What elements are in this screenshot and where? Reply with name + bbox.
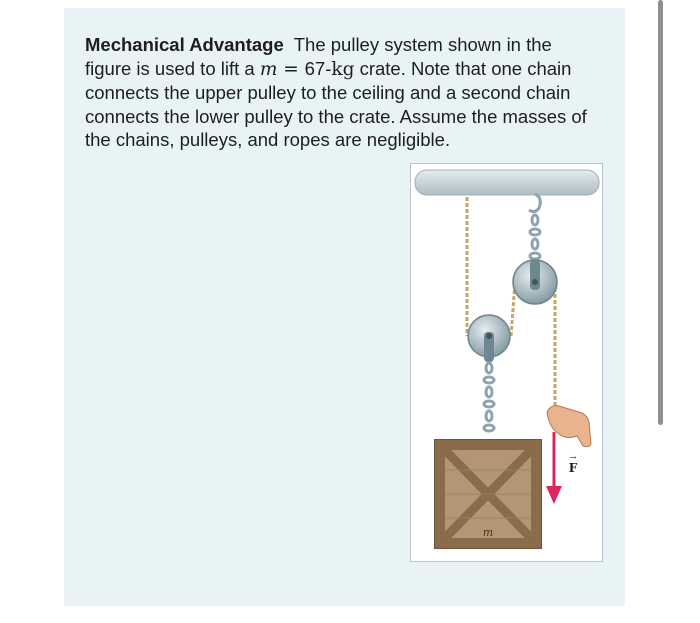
force-label: F [568, 461, 578, 475]
mass-expression [260, 59, 305, 80]
problem-text [85, 33, 595, 152]
math-equals: = [277, 58, 305, 80]
mass-unit: kg [331, 58, 355, 80]
mass-symbol: m [259, 58, 278, 80]
upper-pulley [513, 260, 557, 304]
ceiling-bar [415, 170, 599, 195]
upper-chain [529, 194, 540, 259]
force-arrow [546, 432, 562, 504]
problem-title: Mechanical Advantage [85, 34, 284, 55]
scrollbar[interactable] [658, 0, 663, 425]
crate-label: m [482, 526, 494, 539]
lower-chain [484, 363, 494, 431]
problem-text-before-math: The pulley system shown in the figure is used to lift a [85, 34, 552, 79]
mass-value: 67- [304, 57, 332, 79]
pulley-figure [410, 163, 603, 562]
pulley-diagram [411, 164, 604, 563]
lower-pulley [468, 315, 510, 362]
problem-text-after-math: crate. Note that one chain connects the upper pulley to the ceiling and a second chain connects the lower pulley to the crate. Assume the masses of the chains, pulleys, and ropes are negligible. [85, 57, 587, 150]
force-arrow-mark: → [569, 453, 577, 462]
